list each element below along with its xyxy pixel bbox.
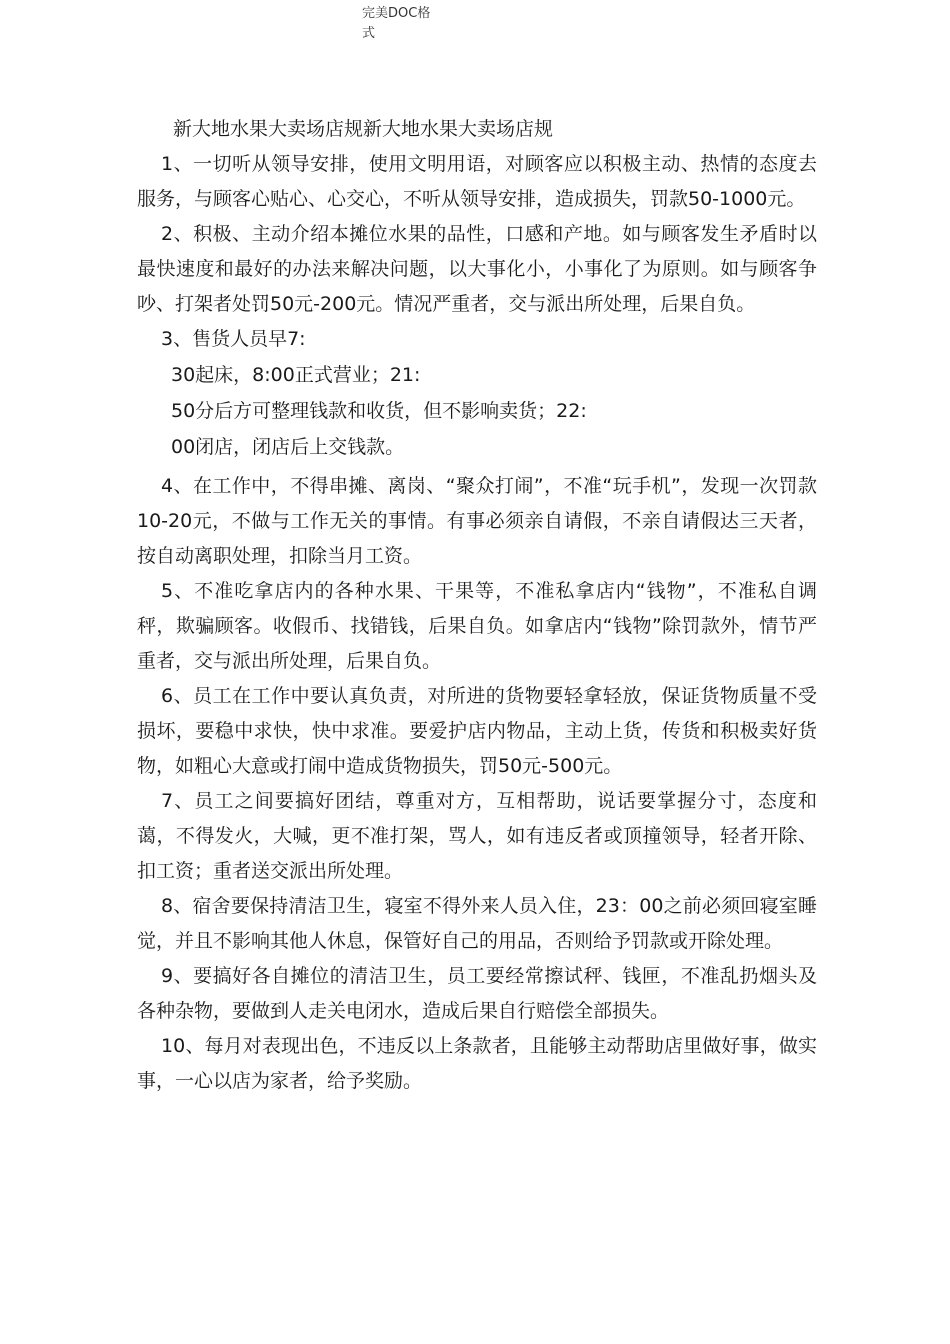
document-body xyxy=(137,112,817,1099)
rule-9: 9、要搞好各自摊位的清洁卫生，员工要经常擦试秤、钱匣，不准乱扔烟头及各种杂物，要做到人走关电闭水，造成后果自行赔偿全部损失。 xyxy=(137,965,817,1022)
rule-10: 10、每月对表现出色，不违反以上条款者，且能够主动帮助店里做好事，做实事，一心以店为家者，给予奖励。 xyxy=(137,1035,817,1092)
rule-6: 6、员工在工作中要认真负责，对所进的货物要轻拿轻放，保证货物质量不受损坏，要稳中求快，快中求准。要爱护店内物品，主动上货，传货和积极卖好货物，如粗心大意或打闹中造成货物损失，罚50元-500元。 xyxy=(137,685,817,777)
rule-3: 3、售货人员早7: xyxy=(161,328,306,350)
schedule-line: 50分后方可整理钱款和收货，但不影响卖货；22: xyxy=(171,400,587,422)
schedule-line: 00闭店，闭店后上交钱款。 xyxy=(171,436,405,458)
rule-7: 7、员工之间要搞好团结，尊重对方，互相帮助，说话要掌握分寸，态度和蔼，不得发火，大喊，更不准打架，骂人，如有违反者或顶撞领导，轻者开除、扣工资；重者送交派出所处理。 xyxy=(137,790,817,882)
rule-8: 8、宿舍要保持清洁卫生，寝室不得外来人员入住，23：00之前必须回寝室睡觉，并且不影响其他人休息，保管好自己的用品，否则给予罚款或开除处理。 xyxy=(137,895,817,952)
page-header: 完美DOC格式 xyxy=(362,6,431,41)
document-title: 新大地水果大卖场店规新大地水果大卖场店规 xyxy=(173,118,554,140)
rule-1: 1、一切听从领导安排，使用文明用语，对顾客应以积极主动、热情的态度去服务，与顾客心贴心、心交心，不听从领导安排，造成损失，罚款50-1000元。 xyxy=(137,153,817,210)
rule-4: 4、在工作中，不得串摊、离岗、“聚众打闹”，不准“玩手机”，发现一次罚款10-20元，不做与工作无关的事情。有事必须亲自请假，不亲自请假达三天者，按自动离职处理，扣除当月工资。 xyxy=(137,475,817,567)
rule-2: 2、积极、主动介绍本摊位水果的品性，口感和产地。如与顾客发生矛盾时以最快速度和最好的办法来解决问题，以大事化小，小事化了为原则。如与顾客争吵、打架者处罚50元-200元。情况严重者，交与派出所处理，后果自负。 xyxy=(137,223,817,315)
rule-5: 5、不准吃拿店内的各种水果、干果等，不准私拿店内“钱物”，不准私自调秤，欺骗顾客。收假币、找错钱，后果自负。如拿店内“钱物”除罚款外，情节严重者，交与派出所处理，后果自负。 xyxy=(137,580,817,672)
schedule-block xyxy=(137,357,817,465)
schedule-line: 30起床，8:00正式营业；21: xyxy=(171,364,421,386)
